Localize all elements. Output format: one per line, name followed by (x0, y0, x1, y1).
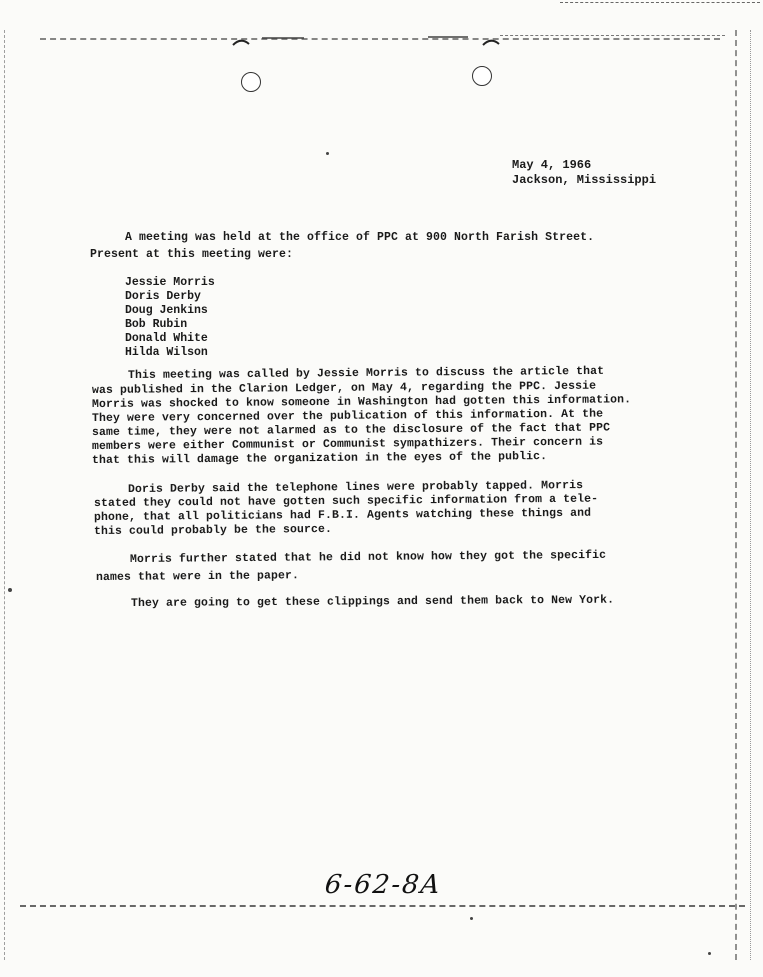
page-edge-top-right (500, 35, 725, 36)
document-date: May 4, 1966 (512, 158, 592, 172)
header-smudge-left (262, 37, 304, 39)
page-edge-left (4, 30, 5, 960)
attendee-name: Doris Derby (125, 290, 201, 303)
speck (8, 588, 12, 592)
paragraph-2-line-7: that this will damage the organization in the eyes of the public. (91, 450, 548, 467)
speck (708, 952, 711, 955)
paragraph-1-line-2: Present at this meeting were: (90, 248, 294, 261)
attendee-name: Donald White (125, 332, 208, 345)
paragraph-3-line-1: Doris Derby said the telephone lines were probably tapped. Morris (127, 479, 584, 496)
attendee-list (125, 276, 215, 360)
fastener-mark-left-icon (232, 38, 250, 46)
paragraph-2-line-6: members were either Communist or Communist sympathizers. Their concern is (91, 435, 604, 453)
speck (326, 152, 329, 155)
paragraph-2-line-5: same time, they were not alarmed as to the disclosure of the fact that PPC (91, 421, 611, 439)
paragraph-3-line-3: phone, that all politicians had F.B.I. Agents watching these things and (93, 506, 592, 524)
paragraph-3-line-4: this could probably be the source. (93, 522, 333, 538)
paragraph-5: They are going to get these clippings and send them back to New York. (130, 593, 615, 610)
paragraph-3-line-2: stated they could not have gotten such specific information from a tele- (93, 492, 599, 510)
page-edge-right (735, 30, 737, 960)
paragraph-2-line-2: was published in the Clarion Ledger, on May 4, regarding the PPC. Jessie (91, 379, 597, 397)
attendee-name: Bob Rubin (125, 318, 188, 331)
paragraph-4-line-1: Morris further stated that he did not know how they got the specific (129, 548, 607, 566)
attendee-name: Doug Jenkins (125, 304, 208, 317)
paragraph-2-line-4: They were very concerned over the publication of this information. At the (91, 407, 604, 425)
fastener-mark-right-icon (482, 38, 500, 46)
page-edge-right-outer (750, 30, 751, 960)
paragraph-2-line-3: Morris was shocked to know someone in Washington had gotten this information. (91, 393, 632, 411)
paragraph-2-line-1: This meeting was called by Jessie Morris to discuss the article that (127, 364, 605, 382)
speck (470, 917, 473, 920)
page-edge-top (40, 38, 720, 40)
handwritten-file-number: 6-62-8A (323, 870, 444, 900)
page-edge-bottom (20, 905, 745, 907)
paragraph-4-line-2: names that were in the paper. (95, 569, 300, 584)
document-location: Jackson, Mississippi (512, 173, 657, 187)
paragraph-1-line-1: A meeting was held at the office of PPC at 900 North Farish Street. (125, 231, 595, 244)
header-smudge-right (428, 36, 468, 38)
attendee-name: Hilda Wilson (125, 346, 208, 359)
punch-hole-left (241, 72, 261, 92)
scan-artifact-top (560, 2, 760, 3)
dateline (512, 158, 656, 188)
attendee-name: Jessie Morris (125, 276, 215, 289)
punch-hole-right (472, 66, 492, 86)
